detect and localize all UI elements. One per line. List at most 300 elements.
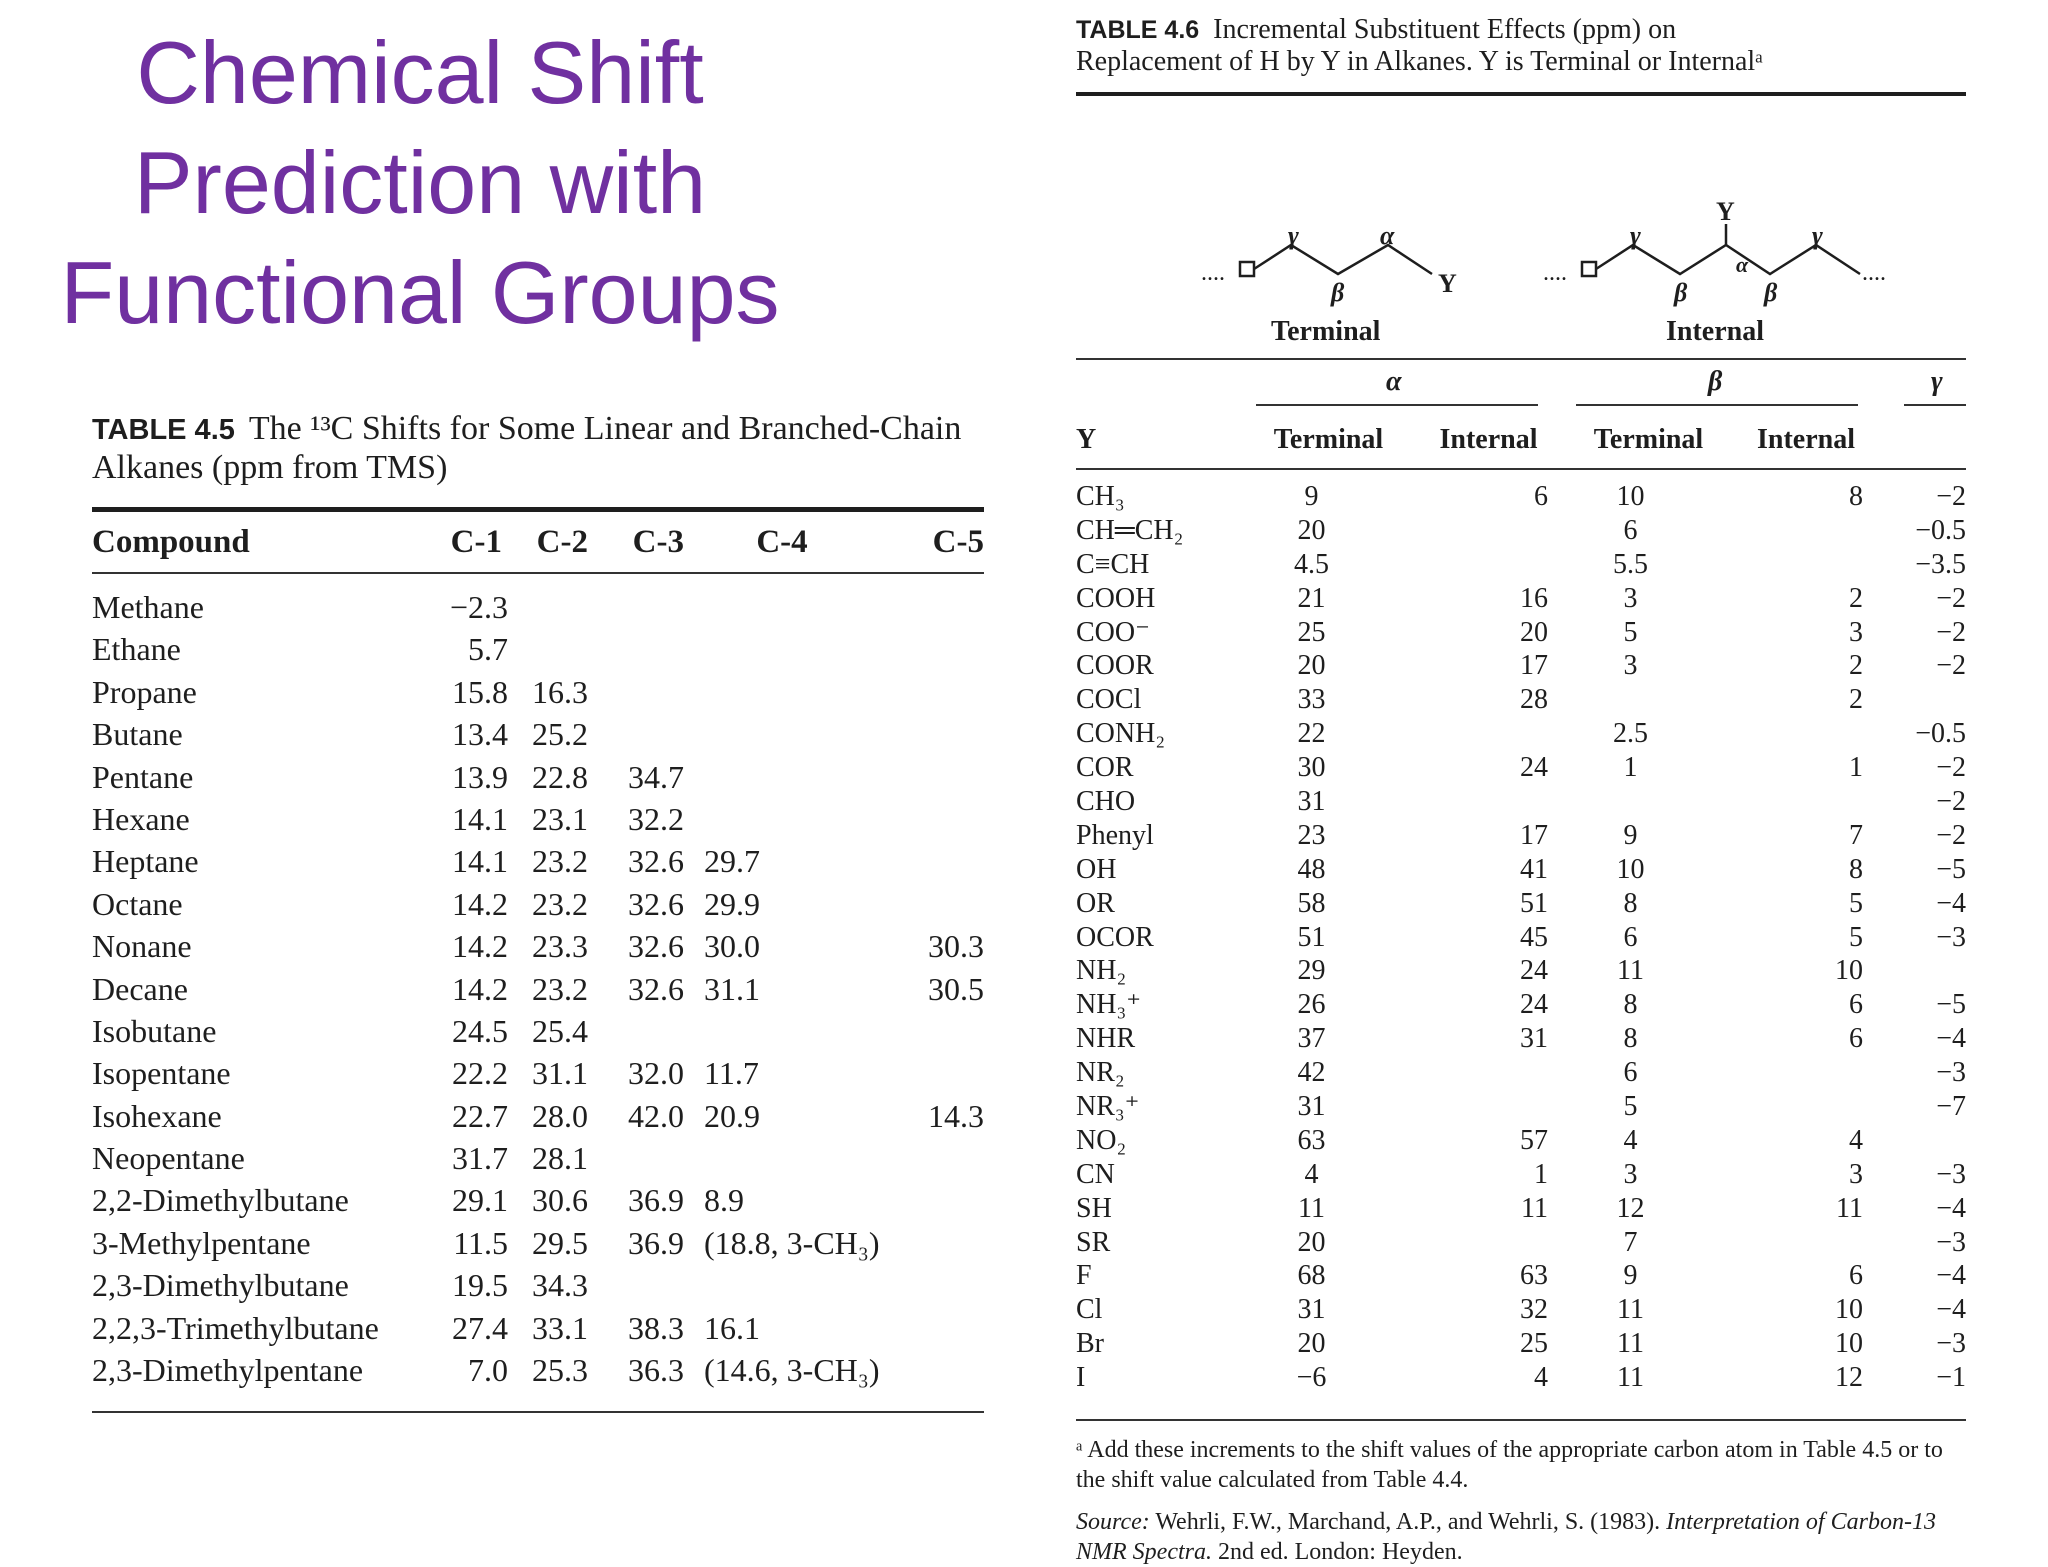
- shift-value-cell: 36.9: [628, 1182, 684, 1219]
- shift-value-cell: [872, 713, 984, 755]
- gamma-cell: −0.5: [1915, 718, 1966, 750]
- beta-terminal-cell: 5: [1623, 616, 1638, 648]
- substituent-cell: CH═CH₂: [1076, 514, 1184, 546]
- beta-terminal-cell: 8: [1623, 989, 1638, 1021]
- table-row: [1076, 548, 1966, 582]
- shift-value-cell: (18.8, 3-CH₃): [704, 1224, 880, 1261]
- substituent-cell: NH₂: [1076, 955, 1127, 987]
- compound-name-cell: Methane: [92, 589, 204, 625]
- beta-internal-cell: 8: [1849, 481, 1863, 512]
- table-caption-text: The ¹³C Shifts for Some Linear and Branched-Chain Alkanes (ppm from TMS): [92, 410, 962, 486]
- alpha-internal-cell: 4: [1534, 1362, 1548, 1394]
- shift-value-cell: [872, 1052, 984, 1094]
- table-row: [1076, 1158, 1966, 1192]
- beta-terminal-cell: 10: [1616, 853, 1645, 885]
- table-row: [1076, 717, 1966, 751]
- shift-value-cell: −2.3: [449, 589, 508, 625]
- beta-internal-cell: 2: [1849, 650, 1863, 682]
- shift-value-cell: 23.2: [532, 843, 588, 880]
- beta-terminal-cell: 4: [1623, 1124, 1638, 1156]
- gamma-cell: −2: [1936, 616, 1966, 648]
- beta-internal-cell: 6: [1849, 989, 1863, 1021]
- chain-ellipsis: ....: [1201, 260, 1225, 286]
- shift-value-cell: [872, 1137, 984, 1179]
- compound-name-cell: Neopentane: [92, 1140, 245, 1177]
- gamma-cell: −4: [1936, 1294, 1966, 1326]
- alpha-terminal-cell: 20: [1297, 1226, 1326, 1258]
- beta-terminal-cell: 6: [1623, 921, 1638, 953]
- shift-value-cell: 22.8: [532, 758, 588, 795]
- gamma-cell: −3: [1936, 1158, 1966, 1190]
- table-row: [1076, 1361, 1966, 1395]
- table-row: [1076, 1192, 1966, 1226]
- gamma-cell: −2: [1936, 481, 1966, 512]
- alpha-terminal-cell: 9: [1304, 481, 1319, 512]
- compound-name-cell: Hexane: [92, 800, 190, 837]
- beta-terminal-cell: 10: [1616, 481, 1645, 512]
- slide-title-line: Chemical Shift: [136, 23, 704, 122]
- substituent-cell: CONH₂: [1076, 718, 1166, 750]
- beta-terminal-cell: 11: [1617, 1362, 1644, 1394]
- column-header: Terminal: [1593, 424, 1704, 455]
- shift-value-cell: 23.2: [532, 970, 588, 1007]
- shift-value-cell: [872, 1222, 984, 1264]
- substituent-cell: OCOR: [1076, 921, 1154, 953]
- beta-terminal-cell: 8: [1623, 1023, 1638, 1055]
- substituent-cell: Br: [1076, 1328, 1104, 1360]
- alpha-group-header: α: [1386, 366, 1402, 397]
- shift-value-cell: [872, 1179, 984, 1221]
- table-row: [1076, 1022, 1966, 1056]
- alpha-internal-cell: 6: [1534, 481, 1548, 512]
- compound-name-cell: Isobutane: [92, 1012, 217, 1049]
- shift-value-cell: 36.9: [628, 1224, 684, 1261]
- alpha-terminal-cell: 20: [1297, 1328, 1326, 1360]
- table-row: [92, 1264, 984, 1306]
- shift-value-cell: 29.1: [452, 1182, 508, 1219]
- zigzag-chain-diagram: [1076, 96, 1966, 307]
- shift-value-cell: 14.2: [452, 885, 508, 922]
- beta-terminal-cell: [1566, 683, 1731, 717]
- shift-value-cell: [872, 628, 984, 670]
- table-row: [92, 628, 984, 670]
- shift-value-cell: 30.5: [928, 970, 984, 1007]
- compound-name-cell: 2,3-Dimethylpentane: [92, 1352, 364, 1389]
- alpha-internal-cell: 45: [1520, 921, 1548, 953]
- column-header: Internal: [1439, 424, 1538, 455]
- alpha-terminal-cell: 33: [1297, 684, 1326, 716]
- table-4-6-caption: [1076, 14, 1966, 78]
- table-row: [1076, 1293, 1966, 1327]
- alpha-internal-cell: 17: [1520, 819, 1548, 851]
- column-header: Y: [1076, 424, 1097, 455]
- table-row: [92, 840, 984, 882]
- column-header: Terminal: [1273, 424, 1384, 455]
- table-row: [1076, 1124, 1966, 1158]
- shift-value-cell: [596, 713, 692, 755]
- gamma-cell: −3: [1936, 1057, 1966, 1089]
- shift-value-cell: 25.4: [532, 1012, 588, 1049]
- column-header: C-5: [932, 524, 984, 560]
- shift-value-cell: 25.3: [532, 1352, 588, 1389]
- column-header: C-3: [632, 524, 684, 560]
- shift-value-cell: 14.1: [452, 800, 508, 837]
- gamma-group-header: γ: [1931, 366, 1943, 397]
- shift-value-cell: 32.6: [628, 885, 684, 922]
- shift-value-cell: 20.9: [704, 1097, 760, 1134]
- compound-name-cell: Octane: [92, 885, 183, 922]
- beta-internal-cell: [1731, 1226, 1881, 1260]
- shift-value-cell: [596, 671, 692, 713]
- table-row: [1076, 480, 1966, 514]
- shift-value-cell: [692, 756, 872, 798]
- shift-value-cell: 28.1: [532, 1140, 588, 1177]
- beta-internal-cell: [1731, 785, 1881, 819]
- shift-value-cell: [596, 1137, 692, 1179]
- beta-internal-cell: 5: [1849, 921, 1863, 953]
- column-header: Internal: [1757, 424, 1855, 455]
- shift-value-cell: 32.2: [628, 800, 684, 837]
- table-row: [1076, 582, 1966, 616]
- compound-name-cell: 2,3-Dimethylbutane: [92, 1267, 349, 1304]
- alpha-internal-cell: [1411, 785, 1566, 819]
- gamma-group-rule: [1904, 404, 1966, 406]
- compound-name-cell: Nonane: [92, 928, 192, 965]
- beta-internal-cell: 7: [1849, 819, 1863, 851]
- shift-value-cell: [692, 586, 872, 628]
- alpha-internal-cell: [1411, 717, 1566, 751]
- beta-terminal-cell: 3: [1623, 1158, 1638, 1190]
- shift-value-cell: [692, 1010, 872, 1052]
- shift-value-cell: 23.1: [532, 800, 588, 837]
- gamma-cell: −5: [1936, 989, 1966, 1021]
- substituent-cell: NHR: [1076, 1023, 1136, 1055]
- table-row: [92, 671, 984, 713]
- alpha-internal-cell: [1411, 1090, 1566, 1124]
- terminal-label: Terminal: [1271, 316, 1381, 347]
- compound-name-cell: Ethane: [92, 631, 181, 668]
- gamma-cell: −4: [1936, 1192, 1966, 1224]
- shift-value-cell: [872, 883, 984, 925]
- beta-terminal-cell: 11: [1617, 1294, 1644, 1326]
- shift-value-cell: 32.6: [628, 970, 684, 1007]
- gamma-label: γ: [1288, 221, 1299, 250]
- column-header: C-4: [756, 524, 808, 560]
- compound-name-cell: 3-Methylpentane: [92, 1224, 311, 1261]
- table-row: [92, 756, 984, 798]
- compound-name-cell: Pentane: [92, 758, 194, 795]
- shift-value-cell: 29.7: [704, 843, 760, 880]
- compound-name-cell: Propane: [92, 673, 197, 710]
- beta-group-rule: [1576, 404, 1858, 406]
- beta-internal-cell: [1731, 1090, 1881, 1124]
- beta-terminal-cell: 6: [1623, 1057, 1638, 1089]
- beta-internal-cell: 6: [1849, 1260, 1863, 1292]
- table-row: [92, 713, 984, 755]
- table-row: [92, 968, 984, 1010]
- gamma-cell: −3.5: [1915, 548, 1966, 580]
- alpha-internal-cell: 24: [1520, 955, 1548, 987]
- beta-terminal-cell: 12: [1616, 1192, 1645, 1224]
- substituent-cell: I: [1076, 1362, 1086, 1394]
- shift-value-cell: [596, 586, 692, 628]
- table-row: [1076, 514, 1966, 548]
- shift-value-cell: (14.6, 3-CH₃): [704, 1352, 880, 1389]
- beta-internal-cell: 2: [1849, 582, 1863, 614]
- alpha-terminal-cell: 20: [1297, 650, 1326, 682]
- gamma-cell: −2: [1936, 752, 1966, 784]
- shift-value-cell: 25.2: [532, 716, 588, 753]
- beta-terminal-cell: 9: [1623, 1260, 1638, 1292]
- table-row: [92, 1095, 984, 1137]
- table-4-5: [92, 410, 984, 1413]
- shift-value-cell: 32.0: [628, 1055, 684, 1092]
- table-row: [1076, 1226, 1966, 1260]
- substituent-cell: COOR: [1076, 650, 1154, 682]
- table-number: TABLE 4.5: [92, 414, 235, 446]
- alpha-terminal-cell: 4: [1304, 1158, 1319, 1190]
- shift-value-cell: [872, 586, 984, 628]
- shift-value-cell: [596, 1010, 692, 1052]
- compound-name-cell: Heptane: [92, 843, 199, 880]
- shift-value-cell: [510, 628, 596, 670]
- y-substituent-label: Y: [1716, 197, 1735, 226]
- alpha-internal-cell: 25: [1520, 1328, 1548, 1360]
- shift-value-cell: 38.3: [628, 1309, 684, 1346]
- beta-terminal-cell: [1566, 785, 1731, 819]
- alpha-internal-cell: [1411, 514, 1566, 548]
- shift-value-cell: 27.4: [452, 1309, 508, 1346]
- shift-value-cell: [692, 1137, 872, 1179]
- terminal-chain-bonds: [1254, 245, 1432, 274]
- shift-value-cell: 42.0: [628, 1097, 684, 1134]
- gamma-cell: −5: [1936, 853, 1966, 885]
- alpha-internal-cell: [1411, 1056, 1566, 1090]
- substituent-cell: NR₃⁺: [1076, 1091, 1140, 1123]
- substituent-cell: NH₃⁺: [1076, 989, 1141, 1021]
- beta-terminal-cell: 7: [1623, 1226, 1638, 1258]
- alpha-internal-cell: 17: [1520, 650, 1548, 682]
- shift-value-cell: 14.2: [452, 928, 508, 965]
- alpha-internal-cell: 1: [1534, 1158, 1548, 1190]
- table-row: [92, 1010, 984, 1052]
- table-header-row: [92, 512, 984, 572]
- substituent-cell: SR: [1076, 1226, 1111, 1258]
- beta-terminal-cell: 3: [1623, 650, 1638, 682]
- alpha-terminal-cell: 37: [1297, 1023, 1326, 1055]
- table-row: [1076, 616, 1966, 650]
- substituent-cell: C≡CH: [1076, 548, 1150, 580]
- alpha-internal-cell: 63: [1520, 1260, 1548, 1292]
- alpha-terminal-cell: −6: [1296, 1362, 1327, 1394]
- compound-name-cell: Isopentane: [92, 1055, 231, 1092]
- shift-value-cell: 29.9: [704, 885, 760, 922]
- table-bottom-rule: [92, 1411, 984, 1413]
- gamma-cell: −3: [1936, 1328, 1966, 1360]
- shift-value-cell: [872, 1307, 984, 1349]
- substituent-cell: COCl: [1076, 684, 1142, 716]
- shift-value-cell: [872, 756, 984, 798]
- table-row: [1076, 1090, 1966, 1124]
- alpha-internal-cell: 16: [1520, 582, 1548, 614]
- substituent-cell: NR₂: [1076, 1057, 1125, 1089]
- column-header: C-2: [536, 524, 588, 560]
- table-row: [92, 586, 984, 628]
- substituent-cell: Phenyl: [1076, 819, 1154, 851]
- alpha-terminal-cell: 68: [1297, 1260, 1326, 1292]
- substituent-cell: CH₃: [1076, 481, 1125, 512]
- beta-terminal-cell: 11: [1617, 955, 1644, 987]
- alpha-internal-cell: [1411, 548, 1566, 582]
- table-footnote: ᵃ Add these increments to the shift values of the appropriate carbon atom in Table 4.5 or to the shift value calculated from Table 4.4.: [1076, 1437, 1943, 1494]
- shift-value-cell: [692, 671, 872, 713]
- alpha-internal-cell: 20: [1520, 616, 1548, 648]
- shift-value-cell: 34.7: [628, 758, 684, 795]
- shift-value-cell: 16.3: [532, 673, 588, 710]
- shift-value-cell: 14.2: [452, 970, 508, 1007]
- table-body: [92, 574, 984, 1411]
- shift-value-cell: 23.2: [532, 885, 588, 922]
- alpha-terminal-cell: 4.5: [1294, 548, 1329, 580]
- chain-end-box: [1582, 262, 1596, 276]
- beta-internal-cell: 1: [1849, 752, 1863, 784]
- slide-title-line: Functional Groups: [60, 243, 780, 342]
- shift-value-cell: 13.4: [452, 716, 508, 753]
- beta-terminal-cell: 9: [1623, 819, 1638, 851]
- table-row: [1076, 683, 1966, 717]
- shift-value-cell: 29.5: [532, 1224, 588, 1261]
- alpha-internal-cell: 57: [1520, 1124, 1548, 1156]
- shift-value-cell: [872, 1010, 984, 1052]
- shift-value-cell: 30.0: [704, 928, 760, 965]
- slide-title: [30, 18, 810, 348]
- shift-value-cell: [872, 671, 984, 713]
- shift-value-cell: 22.7: [452, 1097, 508, 1134]
- internal-label: Internal: [1666, 316, 1764, 347]
- beta-internal-cell: 10: [1835, 1328, 1863, 1360]
- source-label: Source:: [1076, 1509, 1150, 1536]
- beta-internal-cell: 11: [1836, 1192, 1863, 1224]
- beta-internal-cell: 5: [1849, 887, 1863, 919]
- gamma-cell: −2: [1936, 819, 1966, 851]
- gamma-cell: −3: [1936, 921, 1966, 953]
- beta-internal-cell: 8: [1849, 853, 1863, 885]
- beta-internal-cell: 10: [1835, 1294, 1863, 1326]
- beta-internal-cell: [1731, 1056, 1881, 1090]
- table-header-row: [1076, 412, 1966, 468]
- table-caption-text: Replacement of H by Y in Alkanes. Y is Terminal or Internalᵃ: [1076, 46, 1763, 77]
- table-bottom-rule: [1076, 1419, 1966, 1421]
- shift-value-cell: 13.9: [452, 758, 508, 795]
- shift-value-cell: 16.1: [704, 1309, 760, 1346]
- substituent-cell: OH: [1076, 853, 1117, 885]
- beta-terminal-cell: 11: [1617, 1328, 1644, 1360]
- gamma-cell: [1881, 683, 1966, 717]
- shift-value-cell: [692, 798, 872, 840]
- alpha-terminal-cell: 31: [1297, 786, 1326, 818]
- table-body: [1076, 470, 1966, 1419]
- chain-ellipsis: ....: [1862, 260, 1886, 286]
- source-authors: Wehrli, F.W., Marchand, A.P., and Wehrli, S. (1983).: [1155, 1509, 1661, 1536]
- slide-title-line: Prediction with: [133, 133, 707, 232]
- alpha-terminal-cell: 63: [1297, 1124, 1326, 1156]
- shift-value-cell: 8.9: [704, 1182, 744, 1219]
- beta-terminal-cell: 5.5: [1613, 548, 1648, 580]
- alpha-internal-cell: 24: [1520, 752, 1548, 784]
- shift-value-cell: 31.7: [452, 1140, 508, 1177]
- beta-internal-cell: [1731, 548, 1881, 582]
- gamma-cell: −4: [1936, 1260, 1966, 1292]
- alpha-label: α: [1380, 221, 1395, 250]
- shift-value-cell: 32.6: [628, 843, 684, 880]
- gamma-label: γ: [1630, 221, 1641, 250]
- shift-value-cell: 23.3: [532, 928, 588, 965]
- shift-value-cell: 30.6: [532, 1182, 588, 1219]
- gamma-cell: −2: [1936, 786, 1966, 818]
- table-row: [92, 798, 984, 840]
- alpha-terminal-cell: 20: [1297, 514, 1326, 546]
- column-header: Compound: [92, 524, 250, 560]
- beta-internal-cell: 12: [1835, 1362, 1863, 1394]
- gamma-cell: −1: [1936, 1362, 1966, 1394]
- table-row: [92, 1052, 984, 1094]
- beta-label: β: [1331, 278, 1345, 307]
- beta-terminal-cell: 2.5: [1613, 718, 1648, 750]
- alpha-terminal-cell: 31: [1297, 1091, 1326, 1123]
- substituent-cell: COO⁻: [1076, 616, 1150, 648]
- table-row: [1076, 751, 1966, 785]
- column-header: C-1: [450, 524, 502, 560]
- shift-value-cell: [596, 1264, 692, 1306]
- substituent-cell: OR: [1076, 887, 1115, 919]
- beta-internal-cell: [1731, 514, 1881, 548]
- substituent-cell: Cl: [1076, 1294, 1103, 1326]
- shift-value-cell: 15.8: [452, 673, 508, 710]
- gamma-label: γ: [1812, 221, 1823, 250]
- shift-value-cell: 33.1: [532, 1309, 588, 1346]
- shift-value-cell: [872, 1349, 984, 1391]
- shift-value-cell: 11.5: [453, 1224, 508, 1261]
- beta-terminal-cell: 1: [1623, 752, 1638, 784]
- alpha-terminal-cell: 42: [1297, 1057, 1326, 1089]
- alpha-internal-cell: 24: [1520, 989, 1548, 1021]
- shift-value-cell: 19.5: [452, 1267, 508, 1304]
- shift-value-cell: 14.3: [928, 1097, 984, 1134]
- table-row: [92, 1349, 984, 1391]
- table-row: [92, 883, 984, 925]
- table-row: [1076, 988, 1966, 1022]
- compound-name-cell: Isohexane: [92, 1097, 222, 1134]
- beta-internal-cell: 2: [1849, 684, 1863, 716]
- beta-label: β: [1674, 278, 1688, 307]
- shift-value-cell: [872, 840, 984, 882]
- source-publisher: 2nd ed. London: Heyden.: [1217, 1539, 1463, 1566]
- shift-value-cell: 34.3: [532, 1267, 588, 1304]
- gamma-cell: −2: [1936, 582, 1966, 614]
- alpha-terminal-cell: 26: [1297, 989, 1326, 1021]
- table-row: [1076, 649, 1966, 683]
- substituent-cell: SH: [1076, 1192, 1112, 1224]
- chain-ellipsis: ....: [1543, 260, 1567, 286]
- table-row: [1076, 1259, 1966, 1293]
- shift-value-cell: 31.1: [704, 970, 760, 1007]
- table-row: [92, 925, 984, 967]
- gamma-cell: [1881, 954, 1966, 988]
- alpha-internal-cell: [1411, 1226, 1566, 1260]
- beta-internal-cell: 3: [1849, 616, 1863, 648]
- compound-name-cell: Butane: [92, 716, 183, 753]
- alpha-terminal-cell: 11: [1298, 1192, 1325, 1224]
